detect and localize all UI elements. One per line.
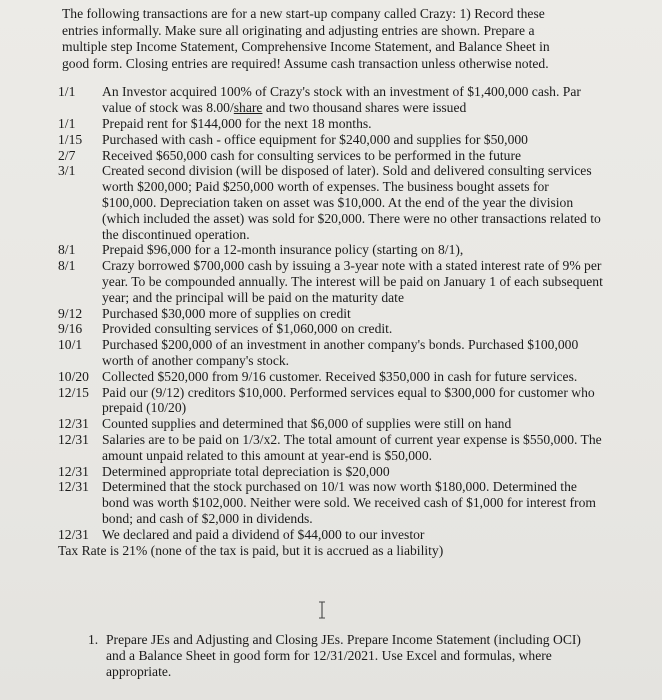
transaction-item: [58, 258, 652, 305]
tax-note: Tax Rate is 21% (none of the tax is paid, but it is accrued as a liability): [58, 543, 444, 559]
transaction-date: 1/1: [58, 115, 76, 131]
transaction-description: Received $650,000 cash for consulting services to be performed in the future: [102, 147, 522, 163]
transaction-date: 10/1: [58, 337, 83, 353]
transaction-date: 1/15: [58, 131, 83, 147]
transaction-item: [58, 306, 652, 322]
transaction-description: Determined appropriate total depreciation is $20,000: [102, 463, 390, 479]
transaction-item: [58, 321, 652, 337]
transaction-item: [58, 337, 652, 369]
transaction-item: [58, 163, 652, 242]
transaction-item: [58, 479, 652, 526]
transaction-description: Purchased $200,000 of an investment in another company's bonds. Purchased $100,000 worth of another company's stock.: [102, 337, 579, 368]
transaction-item: [58, 242, 652, 258]
transaction-date: 12/31: [58, 526, 89, 542]
transaction-item: [58, 369, 652, 385]
transaction-description: Created second division (will be disposed of later). Sold and delivered consulting services worth $200,000; Paid $250,000 worth of expenses. The business bought assets for $100,000. Depreciation taken on asset was $10,000. At the end of the year the division (which included the asset) was sold for $20,000. There were no other transactions related to the discontinued operation.: [102, 163, 601, 242]
transaction-description: Collected $520,000 from 9/16 customer. Received $350,000 in cash for future services.: [102, 368, 578, 384]
transaction-item: [58, 416, 652, 432]
transaction-description: Provided consulting services of $1,060,000 on credit.: [102, 321, 393, 337]
transaction-date: 1/1: [58, 84, 76, 100]
transaction-description: Crazy borrowed $700,000 cash by issuing a 3-year note with a stated interest rate of 9% per year. To be compounded annually. The interest will be paid on January 1 of each subsequent year; and the principal will be paid on the maturity date: [102, 258, 603, 305]
transaction-description: We declared and paid a dividend of $44,000 to our investor: [102, 526, 425, 542]
transaction-item: [58, 132, 652, 148]
transaction-date: 12/31: [58, 431, 89, 447]
question-number: 1.: [88, 632, 99, 647]
transaction-description: Prepaid $96,000 for a 12-month insurance policy (starting on 8/1),: [102, 242, 464, 258]
transaction-description: Salaries are to be paid on 1/3/x2. The total amount of current year expense is $550,000. The amount unpaid related to this amount at year-end is $50,000.: [102, 431, 602, 463]
transaction-description: An Investor acquired 100% of Crazy's stock with an investment of $1,400,000 cash. Par value of stock was 8.00/share and two thousand shares were issued: [102, 84, 581, 116]
transaction-date: 12/31: [58, 463, 89, 479]
transaction-item: [58, 432, 652, 464]
text-cursor-icon: [317, 601, 327, 619]
transaction-date: 10/20: [58, 368, 89, 384]
transaction-date: 12/31: [58, 416, 89, 432]
question-text: Prepare JEs and Adjusting and Closing JEs. Prepare Income Statement (including OCI) and a Balance Sheet in good form for 12/31/2021. Use Excel and formulas, where appropriate.: [106, 632, 581, 679]
transaction-date: 3/1: [58, 163, 76, 179]
intro-paragraph: The following transactions are for a new start-up company called Crazy: 1) Record these entries informally. Make sure all originating and adjusting entries are shown. Prepare a multiple step Income Statement, Comprehensive Income Statement, and Balance Sheet in good form. Closing entries are required! Assume cash transaction unless otherwise noted.: [62, 6, 550, 71]
transaction-date: 12/15: [58, 384, 89, 400]
transaction-description: Prepaid rent for $144,000 for the next 18 months.: [102, 115, 372, 131]
transaction-list: [58, 84, 652, 542]
transaction-item: [58, 116, 652, 132]
transaction-description: Purchased with cash - office equipment for $240,000 and supplies for $50,000: [102, 131, 528, 147]
transaction-item: [58, 148, 652, 164]
transaction-item: [58, 527, 652, 543]
assignment-question: [88, 632, 588, 680]
transaction-date: 12/31: [58, 479, 89, 495]
transaction-description: Purchased $30,000 more of supplies on credit: [102, 305, 351, 321]
transaction-item: [58, 464, 652, 480]
transaction-date: 9/16: [58, 321, 83, 337]
transaction-item: [58, 385, 652, 417]
transaction-date: 8/1: [58, 258, 76, 274]
transaction-description: Counted supplies and determined that $6,000 of supplies were still on hand: [102, 416, 512, 432]
transaction-item: [58, 84, 652, 116]
transaction-date: 2/7: [58, 147, 76, 163]
transaction-description: Determined that the stock purchased on 10/1 was now worth $180,000. Determined the bond was worth $102,000. Neither were sold. We received cash of $1,000 for interest from bond; and cash of $2,000 in dividends.: [102, 479, 596, 526]
transaction-date: 9/12: [58, 305, 83, 321]
transaction-date: 8/1: [58, 242, 76, 258]
transaction-description: Paid our (9/12) creditors $10,000. Performed services equal to $300,000 for customer who prepaid (10/20): [102, 384, 595, 416]
